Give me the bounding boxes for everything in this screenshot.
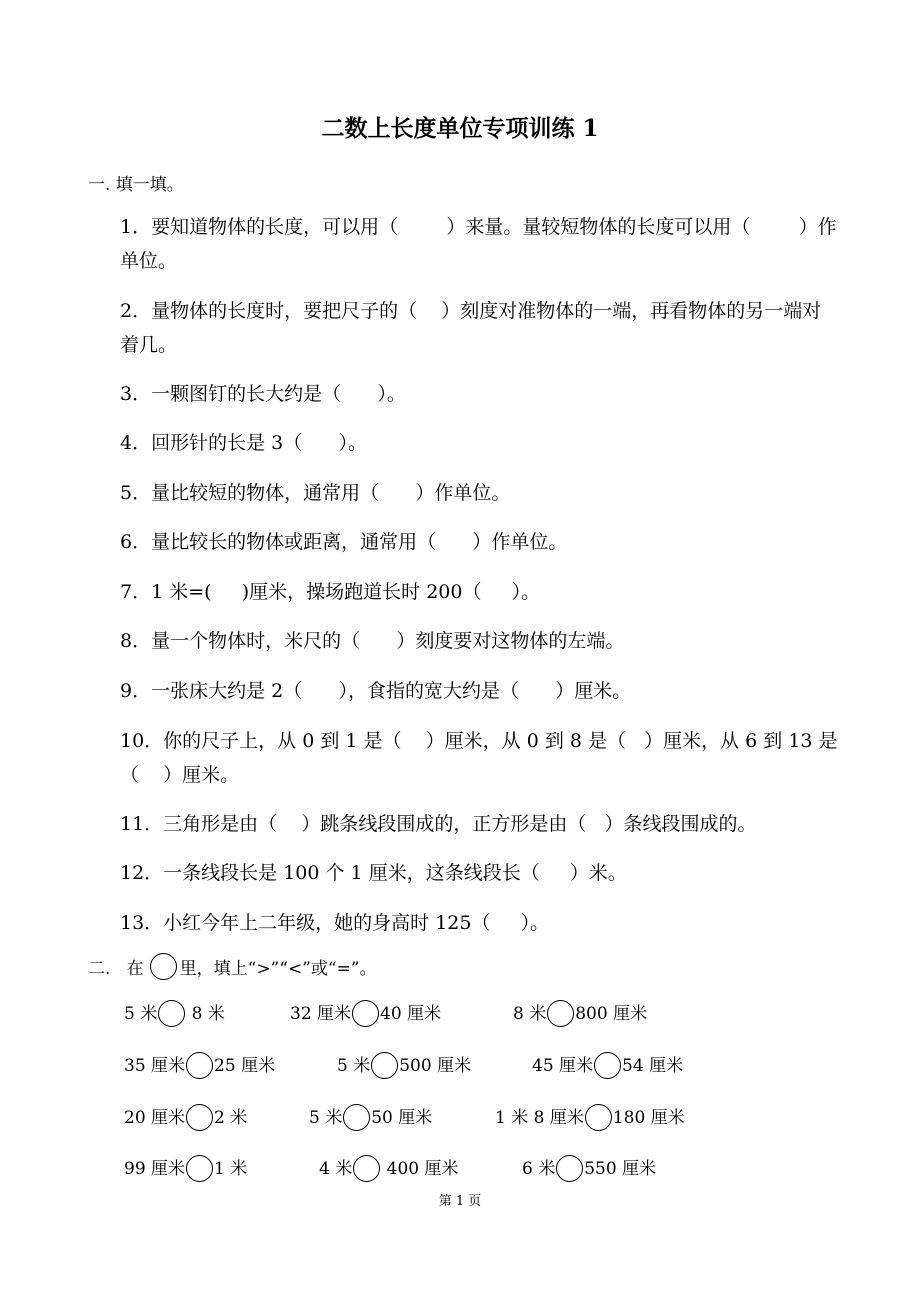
comparison-left: 5 米 [337, 1055, 371, 1076]
comparison-left: 35 厘米 [124, 1055, 186, 1076]
comparison-right: 500 厘米 [399, 1055, 472, 1076]
comparison-right: 550 厘米 [584, 1158, 657, 1179]
comparison-left: 99 厘米 [124, 1158, 186, 1179]
question-10: 10．你的尺子上，从 0 到 1 是（ ）厘米，从 0 到 8 是（ ）厘米，从 6 到 13 是（ ）厘米。 [120, 730, 838, 786]
comparison-item [290, 1000, 441, 1027]
section-2-heading-before: 二. 在 [88, 959, 144, 979]
comparison-item [124, 1104, 247, 1131]
question-4: 4．回形针的长是 3（ ）。 [120, 432, 367, 454]
question-3: 3．一颗图钉的长大约是（ ）。 [120, 383, 406, 405]
comparison-left: 8 米 [513, 1003, 547, 1024]
section-2-heading-after: 里，填上“>”“<”或“=”。 [179, 959, 377, 979]
question-2: 2．量物体的长度时，要把尺子的（ ）刻度对准物体的一端，再看物体的另一端对着几。 [120, 300, 822, 356]
question-9: 9．一张床大约是 2（ ），食指的宽大约是（ ）厘米。 [120, 680, 632, 702]
answer-circle[interactable] [352, 1000, 379, 1027]
answer-circle[interactable] [186, 1052, 213, 1079]
comparison-item [319, 1155, 459, 1182]
comparison-right: 50 厘米 [371, 1107, 433, 1128]
comparison-right: 40 厘米 [380, 1003, 442, 1024]
comparison-right: 1 米 [214, 1158, 248, 1179]
comparison-right: 54 厘米 [622, 1055, 684, 1076]
answer-circle[interactable] [158, 1000, 185, 1027]
comparison-item [309, 1104, 432, 1131]
comparison-left: 32 厘米 [290, 1003, 352, 1024]
answer-circle[interactable] [585, 1104, 612, 1131]
comparison-left: 1 米 8 厘米 [495, 1107, 584, 1128]
answer-circle[interactable] [353, 1155, 380, 1182]
comparison-item [522, 1155, 656, 1182]
answer-circle[interactable] [186, 1155, 213, 1182]
comparison-right: 180 厘米 [612, 1107, 685, 1128]
answer-circle[interactable] [594, 1052, 621, 1079]
comparison-right: 800 厘米 [575, 1003, 648, 1024]
answer-circle[interactable] [556, 1155, 583, 1182]
question-7: 7．1 米=( )厘米，操场跑道长时 200（ ）。 [120, 581, 541, 603]
section-1-heading: 一. 填一填。 [88, 175, 184, 195]
section-2-heading [88, 953, 377, 980]
question-8: 8．量一个物体时，米尺的（ ）刻度要对这物体的左端。 [120, 630, 625, 652]
comparison-right: 8 米 [186, 1003, 225, 1024]
comparison-right: 25 厘米 [214, 1055, 276, 1076]
comparison-left: 20 厘米 [124, 1107, 186, 1128]
comparison-right: 2 米 [214, 1107, 248, 1128]
comparison-left: 5 米 [309, 1107, 343, 1128]
comparison-item [495, 1104, 685, 1131]
question-11: 11．三角形是由（ ）跳条线段围成的，正方形是由（ ）条线段围成的。 [120, 813, 757, 835]
page-title: 二数上长度单位专项训练 1 [321, 115, 599, 142]
comparison-left: 6 米 [522, 1158, 556, 1179]
answer-circle[interactable] [186, 1104, 213, 1131]
answer-circle[interactable] [343, 1104, 370, 1131]
answer-circle[interactable] [371, 1052, 398, 1079]
question-5: 5．量比较短的物体，通常用（ ）作单位。 [120, 482, 511, 504]
comparison-item [337, 1052, 471, 1079]
page-number: 第 1 页 [438, 1194, 482, 1209]
question-13: 13．小红今年上二年级，她的身高时 125（ ）。 [120, 912, 550, 934]
comparison-left: 45 厘米 [532, 1055, 594, 1076]
comparison-right: 400 厘米 [381, 1158, 459, 1179]
answer-circle[interactable] [547, 1000, 574, 1027]
circle-icon [150, 953, 177, 980]
question-12: 12．一条线段长是 100 个 1 厘米，这条线段长（ ）米。 [120, 862, 627, 884]
comparison-item [532, 1052, 683, 1079]
comparison-left: 4 米 [319, 1158, 353, 1179]
comparison-item [124, 1155, 247, 1182]
comparison-item [124, 1000, 225, 1027]
question-1: 1．要知道物体的长度，可以用（ ）来量。量较短物体的长度可以用（ ）作单位。 [120, 216, 837, 272]
question-6: 6．量比较长的物体或距离，通常用（ ）作单位。 [120, 531, 568, 553]
comparison-item [513, 1000, 647, 1027]
comparison-left: 5 米 [124, 1003, 158, 1024]
comparison-item [124, 1052, 275, 1079]
